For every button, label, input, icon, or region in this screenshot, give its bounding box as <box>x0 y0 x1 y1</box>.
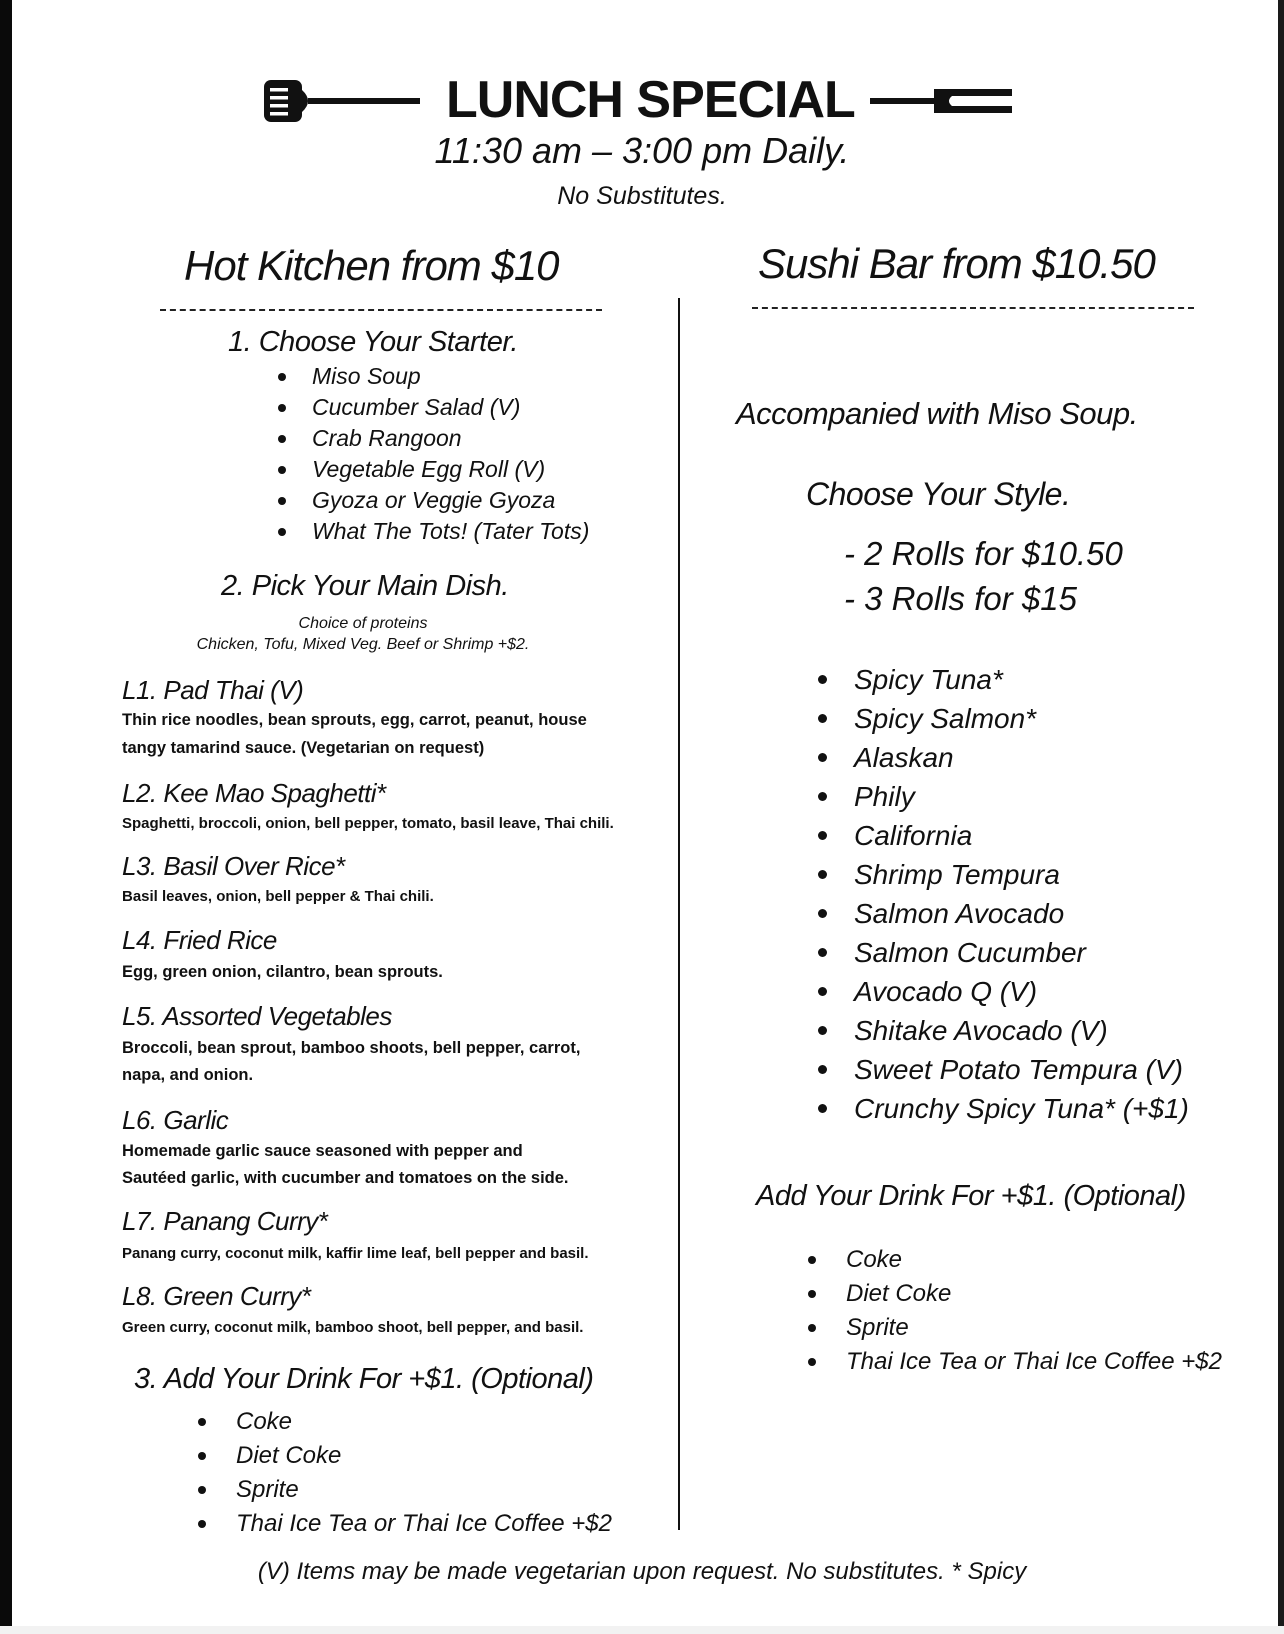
dish-description: Panang curry, coconut milk, kaffir lime leaf, bell pepper and basil. <box>122 1245 589 1262</box>
bullet <box>198 1452 206 1460</box>
dish-description: Sautéed garlic, with cucumber and tomatoes on the side. <box>122 1169 569 1187</box>
knife-icon <box>870 84 1015 118</box>
sushi-bar-title: Sushi Bar from $10.50 <box>758 240 1155 287</box>
list-item: Spicy Salmon* <box>816 699 1189 738</box>
dish-description: Egg, green onion, cilantro, bean sprouts. <box>122 963 443 981</box>
dish-description: Basil leaves, onion, bell pepper & Thai chili. <box>122 888 434 905</box>
bullet <box>818 831 827 840</box>
dish-description: napa, and onion. <box>122 1066 254 1084</box>
bullet <box>818 753 827 762</box>
list-item: Shrimp Tempura <box>816 855 1189 894</box>
hot-kitchen-title: Hot Kitchen from $10 <box>184 242 559 289</box>
bullet <box>818 870 827 879</box>
bullet <box>808 1358 816 1366</box>
style-option: - 3 Rolls for $15 <box>844 580 1077 617</box>
bullet <box>818 1104 827 1113</box>
list-item: Salmon Avocado <box>816 894 1189 933</box>
bullet <box>818 909 827 918</box>
proteins-options: Chicken, Tofu, Mixed Veg. Beef or Shrimp +$2. <box>196 636 530 653</box>
no-substitutes-note: No Substitutes. <box>557 182 727 210</box>
drink-step-heading: 3. Add Your Drink For +$1. (Optional) <box>134 1363 594 1395</box>
roll-list <box>816 660 1189 1128</box>
hours-text: 11:30 am – 3:00 pm Daily. <box>434 130 850 171</box>
hot-kitchen-divider <box>160 309 602 311</box>
dish-name: L1. Pad Thai (V) <box>122 675 304 705</box>
left-border <box>0 0 12 1634</box>
starter-list <box>276 361 589 547</box>
column-divider <box>678 298 680 1530</box>
list-item: What The Tots! (Tater Tots) <box>276 516 589 547</box>
list-item: Thai Ice Tea or Thai Ice Coffee +$2 <box>806 1345 1222 1379</box>
dish-description: Spaghetti, broccoli, onion, bell pepper, tomato, basil leave, Thai chili. <box>122 815 614 832</box>
list-item: Coke <box>806 1243 1222 1277</box>
bullet <box>818 1065 827 1074</box>
list-item: Sprite <box>806 1311 1222 1345</box>
bullet <box>278 528 286 536</box>
list-item: Diet Coke <box>196 1439 612 1473</box>
bullet <box>278 435 286 443</box>
bullet <box>808 1324 816 1332</box>
dish-name: L7. Panang Curry* <box>122 1206 328 1236</box>
proteins-label: Choice of proteins <box>298 615 428 632</box>
main-dish-step-heading: 2. Pick Your Main Dish. <box>221 570 509 602</box>
fork-icon <box>262 78 422 124</box>
style-option: - 2 Rolls for $10.50 <box>844 535 1123 572</box>
bullet <box>808 1256 816 1264</box>
dish-name: L4. Fried Rice <box>122 925 277 955</box>
list-item: Sweet Potato Tempura (V) <box>816 1050 1189 1089</box>
bullet <box>818 1026 827 1035</box>
list-item: Diet Coke <box>806 1277 1222 1311</box>
right-border <box>1278 0 1284 1634</box>
list-item: Spicy Tuna* <box>816 660 1189 699</box>
list-item: Miso Soup <box>276 361 589 392</box>
sushi-drink-heading: Add Your Drink For +$1. (Optional) <box>756 1180 1186 1212</box>
list-item: Coke <box>196 1405 612 1439</box>
dish-description: Broccoli, bean sprout, bamboo shoots, bell pepper, carrot, <box>122 1039 581 1057</box>
bullet <box>278 404 286 412</box>
list-item: Phily <box>816 777 1189 816</box>
list-item: Vegetable Egg Roll (V) <box>276 454 589 485</box>
bullet <box>278 497 286 505</box>
accompanied-note: Accompanied with Miso Soup. <box>736 396 1138 431</box>
list-item: Alaskan <box>816 738 1189 777</box>
bullet <box>808 1290 816 1298</box>
bullet <box>818 792 827 801</box>
bullet <box>818 987 827 996</box>
bullet <box>278 373 286 381</box>
list-item: Crunchy Spicy Tuna* (+$1) <box>816 1089 1189 1128</box>
starter-step-heading: 1. Choose Your Starter. <box>228 326 518 358</box>
sushi-drink-list <box>806 1243 1222 1379</box>
bullet <box>198 1418 206 1426</box>
page-title: LUNCH SPECIAL <box>446 71 855 129</box>
list-item: Avocado Q (V) <box>816 972 1189 1011</box>
choose-style-heading: Choose Your Style. <box>806 476 1071 512</box>
dish-description: Thin rice noodles, bean sprouts, egg, carrot, peanut, house <box>122 711 587 729</box>
dish-name: L2. Kee Mao Spaghetti* <box>122 778 386 808</box>
bullet <box>278 466 286 474</box>
list-item: Shitake Avocado (V) <box>816 1011 1189 1050</box>
bullet <box>198 1486 206 1494</box>
bullet <box>818 675 827 684</box>
dish-name: L8. Green Curry* <box>122 1281 311 1311</box>
dish-name: L3. Basil Over Rice* <box>122 851 345 881</box>
list-item: Cucumber Salad (V) <box>276 392 589 423</box>
list-item: Sprite <box>196 1473 612 1507</box>
bullet <box>818 948 827 957</box>
dish-name: L5. Assorted Vegetables <box>122 1001 392 1031</box>
bullet <box>818 714 827 723</box>
dish-description: Homemade garlic sauce seasoned with pepper and <box>122 1142 523 1160</box>
bullet <box>198 1520 206 1528</box>
list-item: Thai Ice Tea or Thai Ice Coffee +$2 <box>196 1507 612 1541</box>
hot-kitchen-drink-list <box>196 1405 612 1541</box>
list-item: California <box>816 816 1189 855</box>
list-item: Crab Rangoon <box>276 423 589 454</box>
footer-note: (V) Items may be made vegetarian upon request. No substitutes. * Spicy <box>257 1558 1027 1585</box>
dish-description: Green curry, coconut milk, bamboo shoot, bell pepper, and basil. <box>122 1319 584 1336</box>
dish-name: L6. Garlic <box>122 1105 229 1135</box>
sushi-bar-divider <box>752 307 1194 309</box>
dish-description: tangy tamarind sauce. (Vegetarian on request) <box>122 739 485 757</box>
list-item: Gyoza or Veggie Gyoza <box>276 485 589 516</box>
list-item: Salmon Cucumber <box>816 933 1189 972</box>
bottom-border <box>0 1626 1284 1634</box>
